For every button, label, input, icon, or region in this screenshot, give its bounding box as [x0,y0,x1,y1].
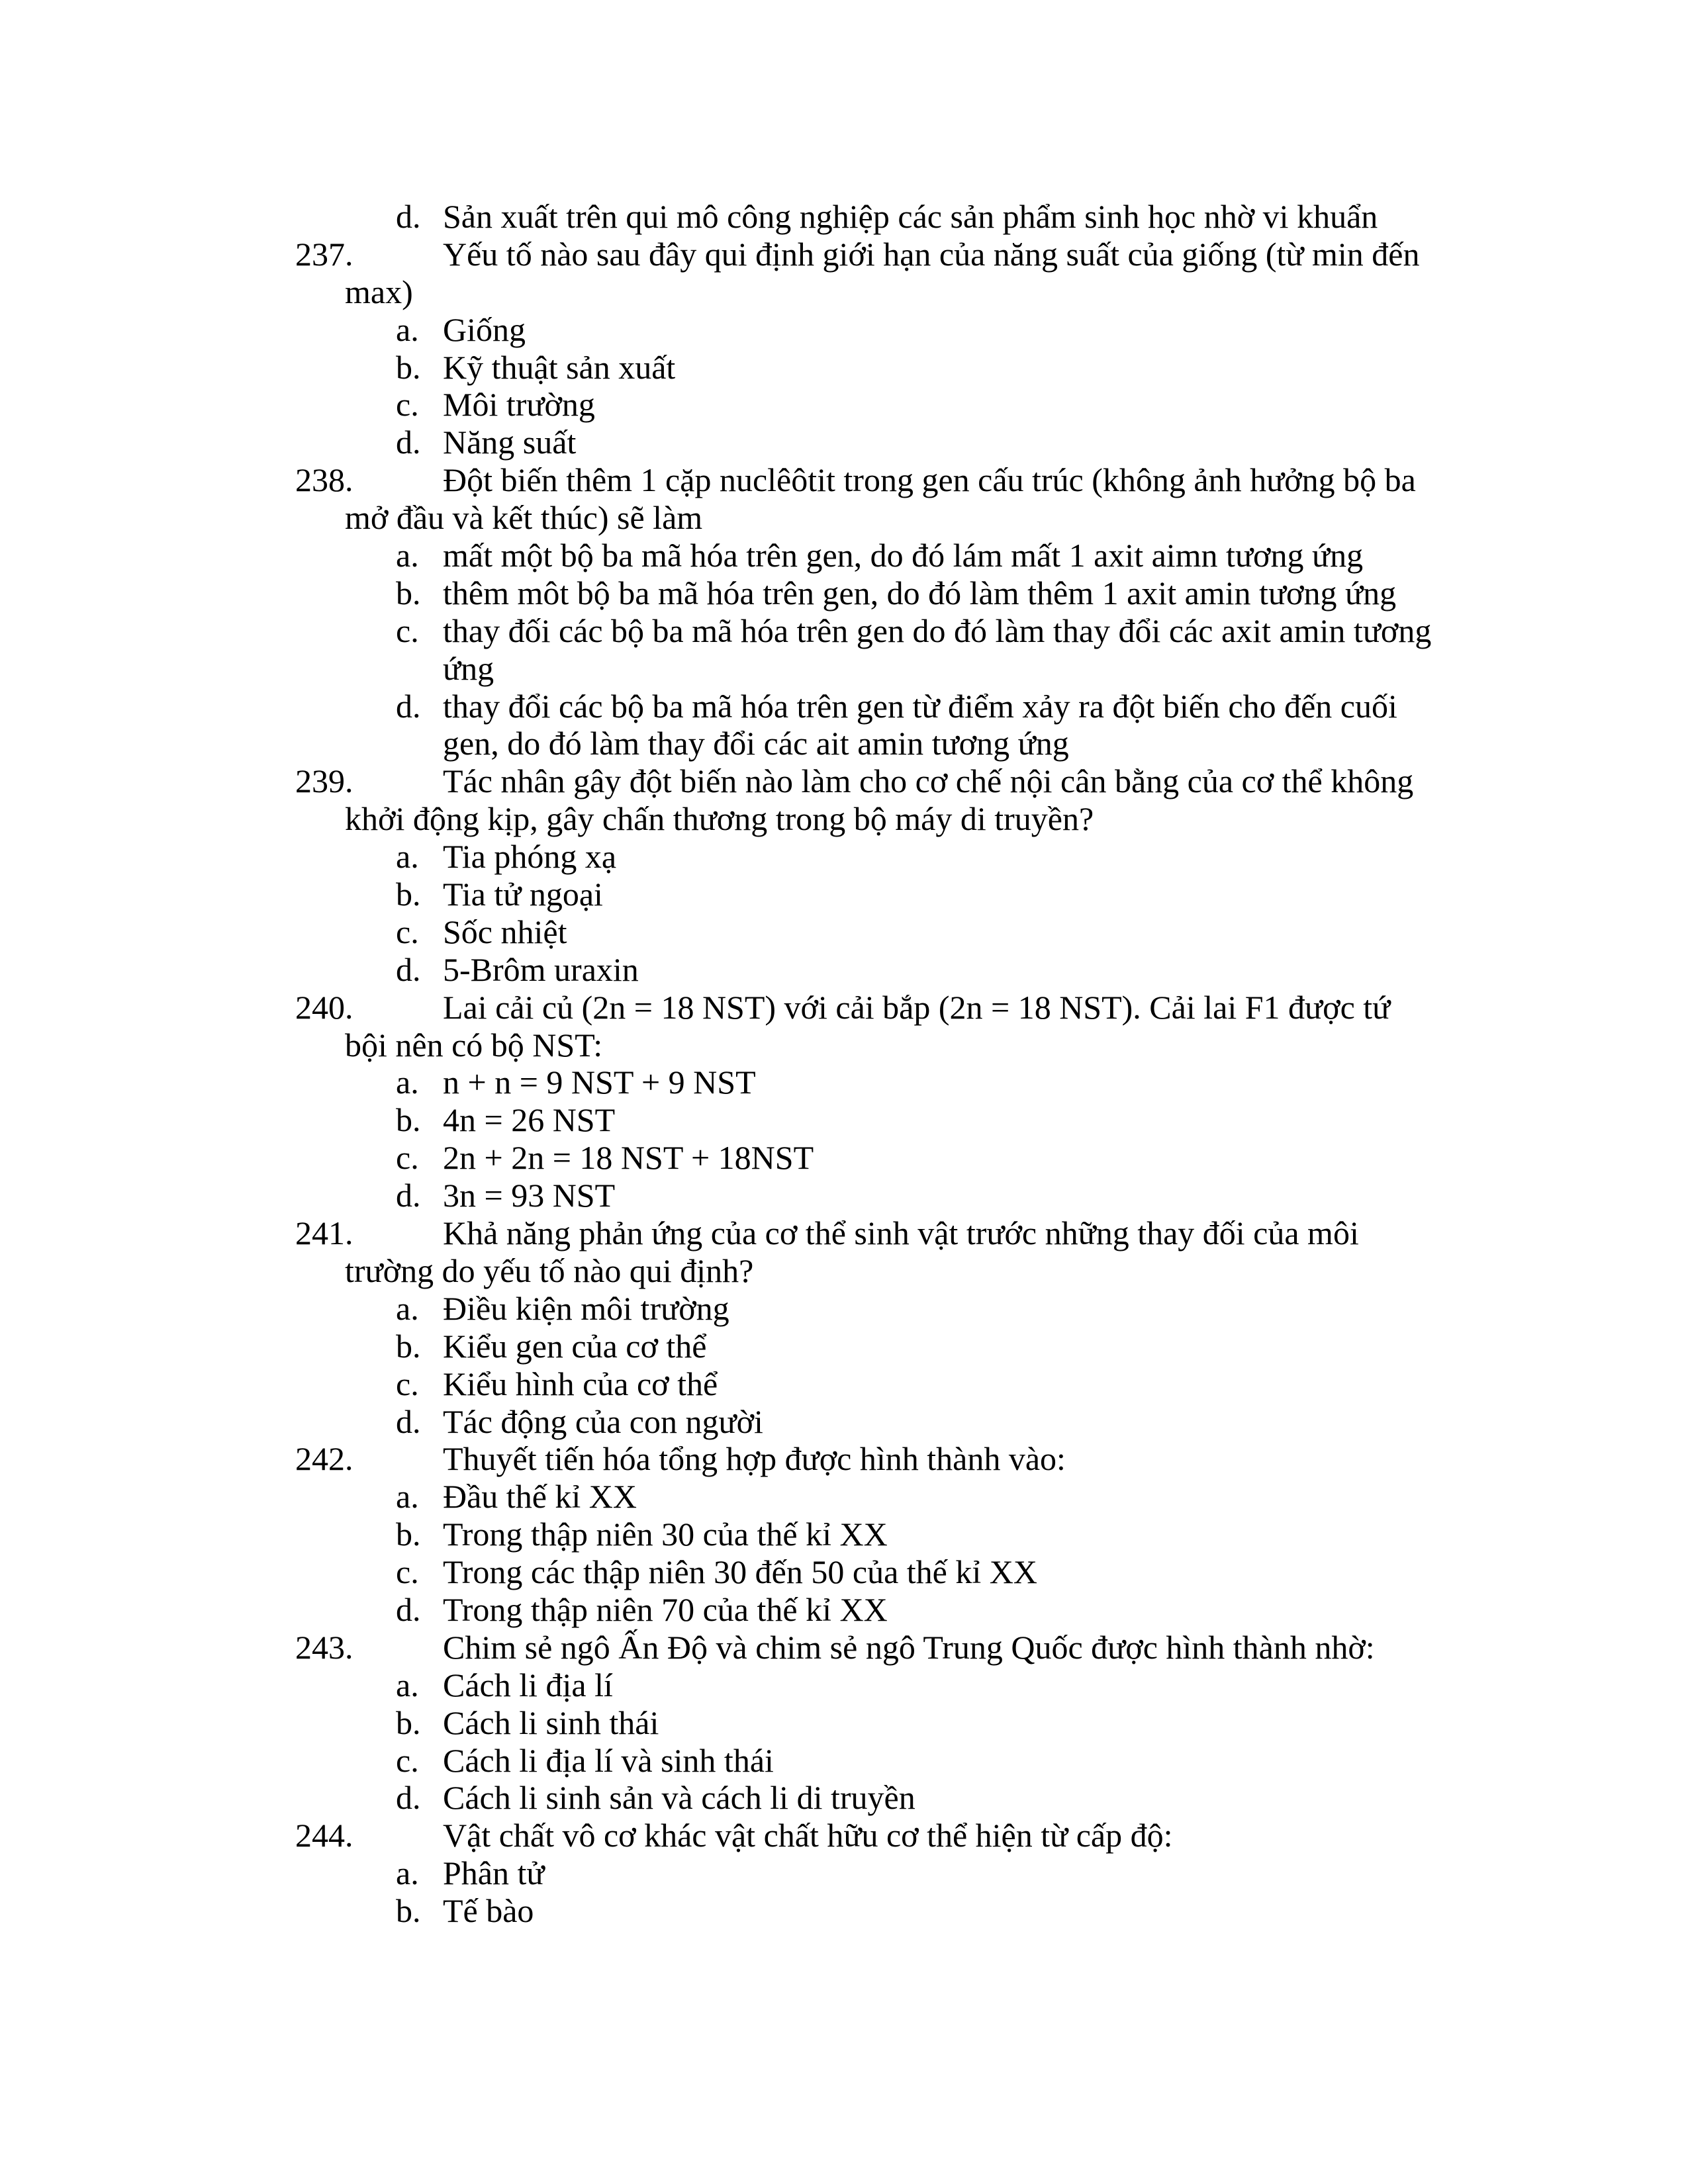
option-line [0,1516,1688,1553]
option-text: Tia tử ngoại [443,876,603,913]
option-line [0,650,1688,688]
option-label: d. [396,1177,421,1214]
option-label: c. [396,913,419,950]
question-line [0,236,1688,273]
option-label: b. [396,348,421,386]
option-line [0,876,1688,913]
question-line [0,1026,1688,1064]
question-text: Lai cải củ (2n = 18 NST) với cải bắp (2n = 18 NST). Cải lai F1 được tứ [443,988,1391,1026]
option-label: b. [396,1704,421,1741]
option-line [0,1290,1688,1328]
option-label: c. [396,1365,419,1402]
option-label: c. [396,612,419,649]
option-label: d. [396,198,421,235]
option-text: 2n + 2n = 18 NST + 18NST [443,1139,814,1177]
option-text: thay đổi các bộ ba mã hóa trên gen từ điểm xảy ra đột biến cho đến cuối [443,687,1397,725]
option-text: n + n = 9 NST + 9 NST [443,1064,756,1101]
question-text-continued: khởi động kịp, gây chấn thương trong bộ máy di truyền? [345,800,1094,838]
option-line [0,913,1688,951]
option-line [0,1177,1688,1214]
question-line [0,1214,1688,1252]
question-text: Đột biến thêm 1 cặp nuclêôtit trong gen cấu trúc (không ảnh hưởng bộ ba [443,461,1416,499]
option-text: Kỹ thuật sản xuất [443,348,676,386]
option-text: 3n = 93 NST [443,1177,616,1214]
option-line [0,574,1688,612]
option-label: a. [396,1666,419,1704]
option-text: Cách li địa lí và sinh thái [443,1741,774,1779]
option-text: ứng [443,649,494,687]
option-line [0,1742,1688,1780]
question-text: Yếu tố nào sau đây qui định giới hạn của năng suất của giống (từ min đến [443,235,1420,273]
option-line [0,1704,1688,1742]
question-line [0,762,1688,800]
option-text: Môi trường [443,386,595,424]
option-text: Sản xuất trên qui mô công nghiệp các sản phẩm sinh học nhờ vi khuẩn [443,198,1378,235]
question-line [0,1440,1688,1478]
question-number: 239. [295,762,353,800]
question-number: 238. [295,461,353,499]
option-text: thay đối các bộ ba mã hóa trên gen do đó làm thay đổi các axit amin tương [443,612,1432,649]
option-label: b. [396,1327,421,1365]
option-line [0,1365,1688,1403]
question-text: Khả năng phản ứng của cơ thể sinh vật trước những thay đối của môi [443,1214,1359,1252]
option-label: c. [396,1139,419,1177]
question-text-continued: mở đầu và kết thúc) sẽ làm [345,499,703,537]
option-text: gen, do đó làm thay đổi các ait amin tương ứng [443,725,1069,762]
option-line [0,386,1688,424]
option-label: a. [396,1478,419,1516]
option-text: Giống [443,310,526,348]
option-line [0,349,1688,387]
option-text: Phân tử [443,1854,545,1892]
option-line [0,311,1688,349]
question-line [0,1817,1688,1854]
question-line [0,989,1688,1026]
option-text: thêm môt bộ ba mã hóa trên gen, do đó làm thêm 1 axit amin tương ứng [443,574,1397,612]
option-text: 5-Brôm uraxin [443,950,639,988]
option-text: Năng suất [443,424,577,461]
option-label: d. [396,1402,421,1440]
option-label: a. [396,1289,419,1327]
option-line [0,1101,1688,1139]
question-number: 240. [295,988,353,1026]
option-text: Trong thập niên 70 của thế kỉ XX [443,1590,888,1628]
question-number: 241. [295,1214,353,1252]
option-label: d. [396,424,421,461]
option-text: Cách li sinh sản và cách li di truyền [443,1779,915,1817]
option-line [0,1854,1688,1892]
option-label: c. [396,1553,419,1591]
question-text: Thuyết tiến hóa tổng hợp được hình thành vào: [443,1440,1066,1478]
option-label: b. [396,1101,421,1139]
question-line [0,1629,1688,1666]
option-label: a. [396,1064,419,1101]
option-label: b. [396,1516,421,1553]
question-number: 243. [295,1628,353,1666]
option-line [0,1403,1688,1441]
option-text: Điều kiện môi trường [443,1289,729,1327]
option-label: a. [396,310,419,348]
option-label: d. [396,950,421,988]
option-label: a. [396,537,419,574]
question-text-continued: max) [345,273,413,310]
option-text: Cách li sinh thái [443,1704,659,1741]
option-line [0,1666,1688,1704]
question-text-continued: bội nên có bộ NST: [345,1026,603,1064]
option-text: Sốc nhiệt [443,913,567,950]
option-line [0,198,1688,236]
option-text: Đầu thế kỉ XX [443,1478,637,1516]
option-text: mất một bộ ba mã hóa trên gen, do đó lám mất 1 axit aimn tương ứng [443,537,1364,574]
option-label: b. [396,876,421,913]
question-line [0,1252,1688,1290]
option-text: Tia phóng xạ [443,838,617,876]
question-text: Vật chất vô cơ khác vật chất hữu cơ thể hiện từ cấp độ: [443,1817,1173,1854]
option-text: Trong các thập niên 30 đến 50 của thế kỉ XX [443,1553,1037,1591]
option-text: Kiểu hình của cơ thể [443,1365,718,1402]
option-label: a. [396,838,419,876]
option-line [0,1328,1688,1365]
question-line [0,273,1688,311]
option-text: Tế bào [443,1892,534,1930]
option-text: 4n = 26 NST [443,1101,616,1139]
option-line [0,725,1688,762]
question-line [0,461,1688,499]
option-line [0,1064,1688,1101]
question-line [0,800,1688,838]
question-number: 237. [295,235,353,273]
question-number: 244. [295,1817,353,1854]
option-label: d. [396,687,421,725]
option-label: b. [396,574,421,612]
question-text: Tác nhân gây đột biến nào làm cho cơ chế nội cân bằng của cơ thể không [443,762,1414,800]
option-text: Trong thập niên 30 của thế kỉ XX [443,1516,888,1553]
option-line [0,612,1688,650]
option-text: Kiểu gen của cơ thể [443,1327,707,1365]
option-line [0,838,1688,876]
option-line [0,537,1688,574]
option-text: Tác động của con người [443,1402,763,1440]
option-label: d. [396,1590,421,1628]
option-label: b. [396,1892,421,1930]
option-line [0,1892,1688,1930]
option-label: c. [396,386,419,424]
option-line [0,688,1688,725]
option-label: d. [396,1779,421,1817]
option-line [0,424,1688,461]
option-line [0,1478,1688,1516]
option-line [0,1139,1688,1177]
option-line [0,951,1688,989]
option-line [0,1591,1688,1629]
question-line [0,499,1688,537]
option-label: c. [396,1741,419,1779]
question-text-continued: trường do yếu tố nào qui định? [345,1251,754,1289]
option-text: Cách li địa lí [443,1666,613,1704]
option-line [0,1779,1688,1817]
question-text: Chim sẻ ngô Ấn Độ và chim sẻ ngô Trung Quốc được hình thành nhờ: [443,1628,1375,1666]
option-line [0,1553,1688,1591]
document-page [0,198,1688,1930]
question-number: 242. [295,1440,353,1478]
option-label: a. [396,1854,419,1892]
